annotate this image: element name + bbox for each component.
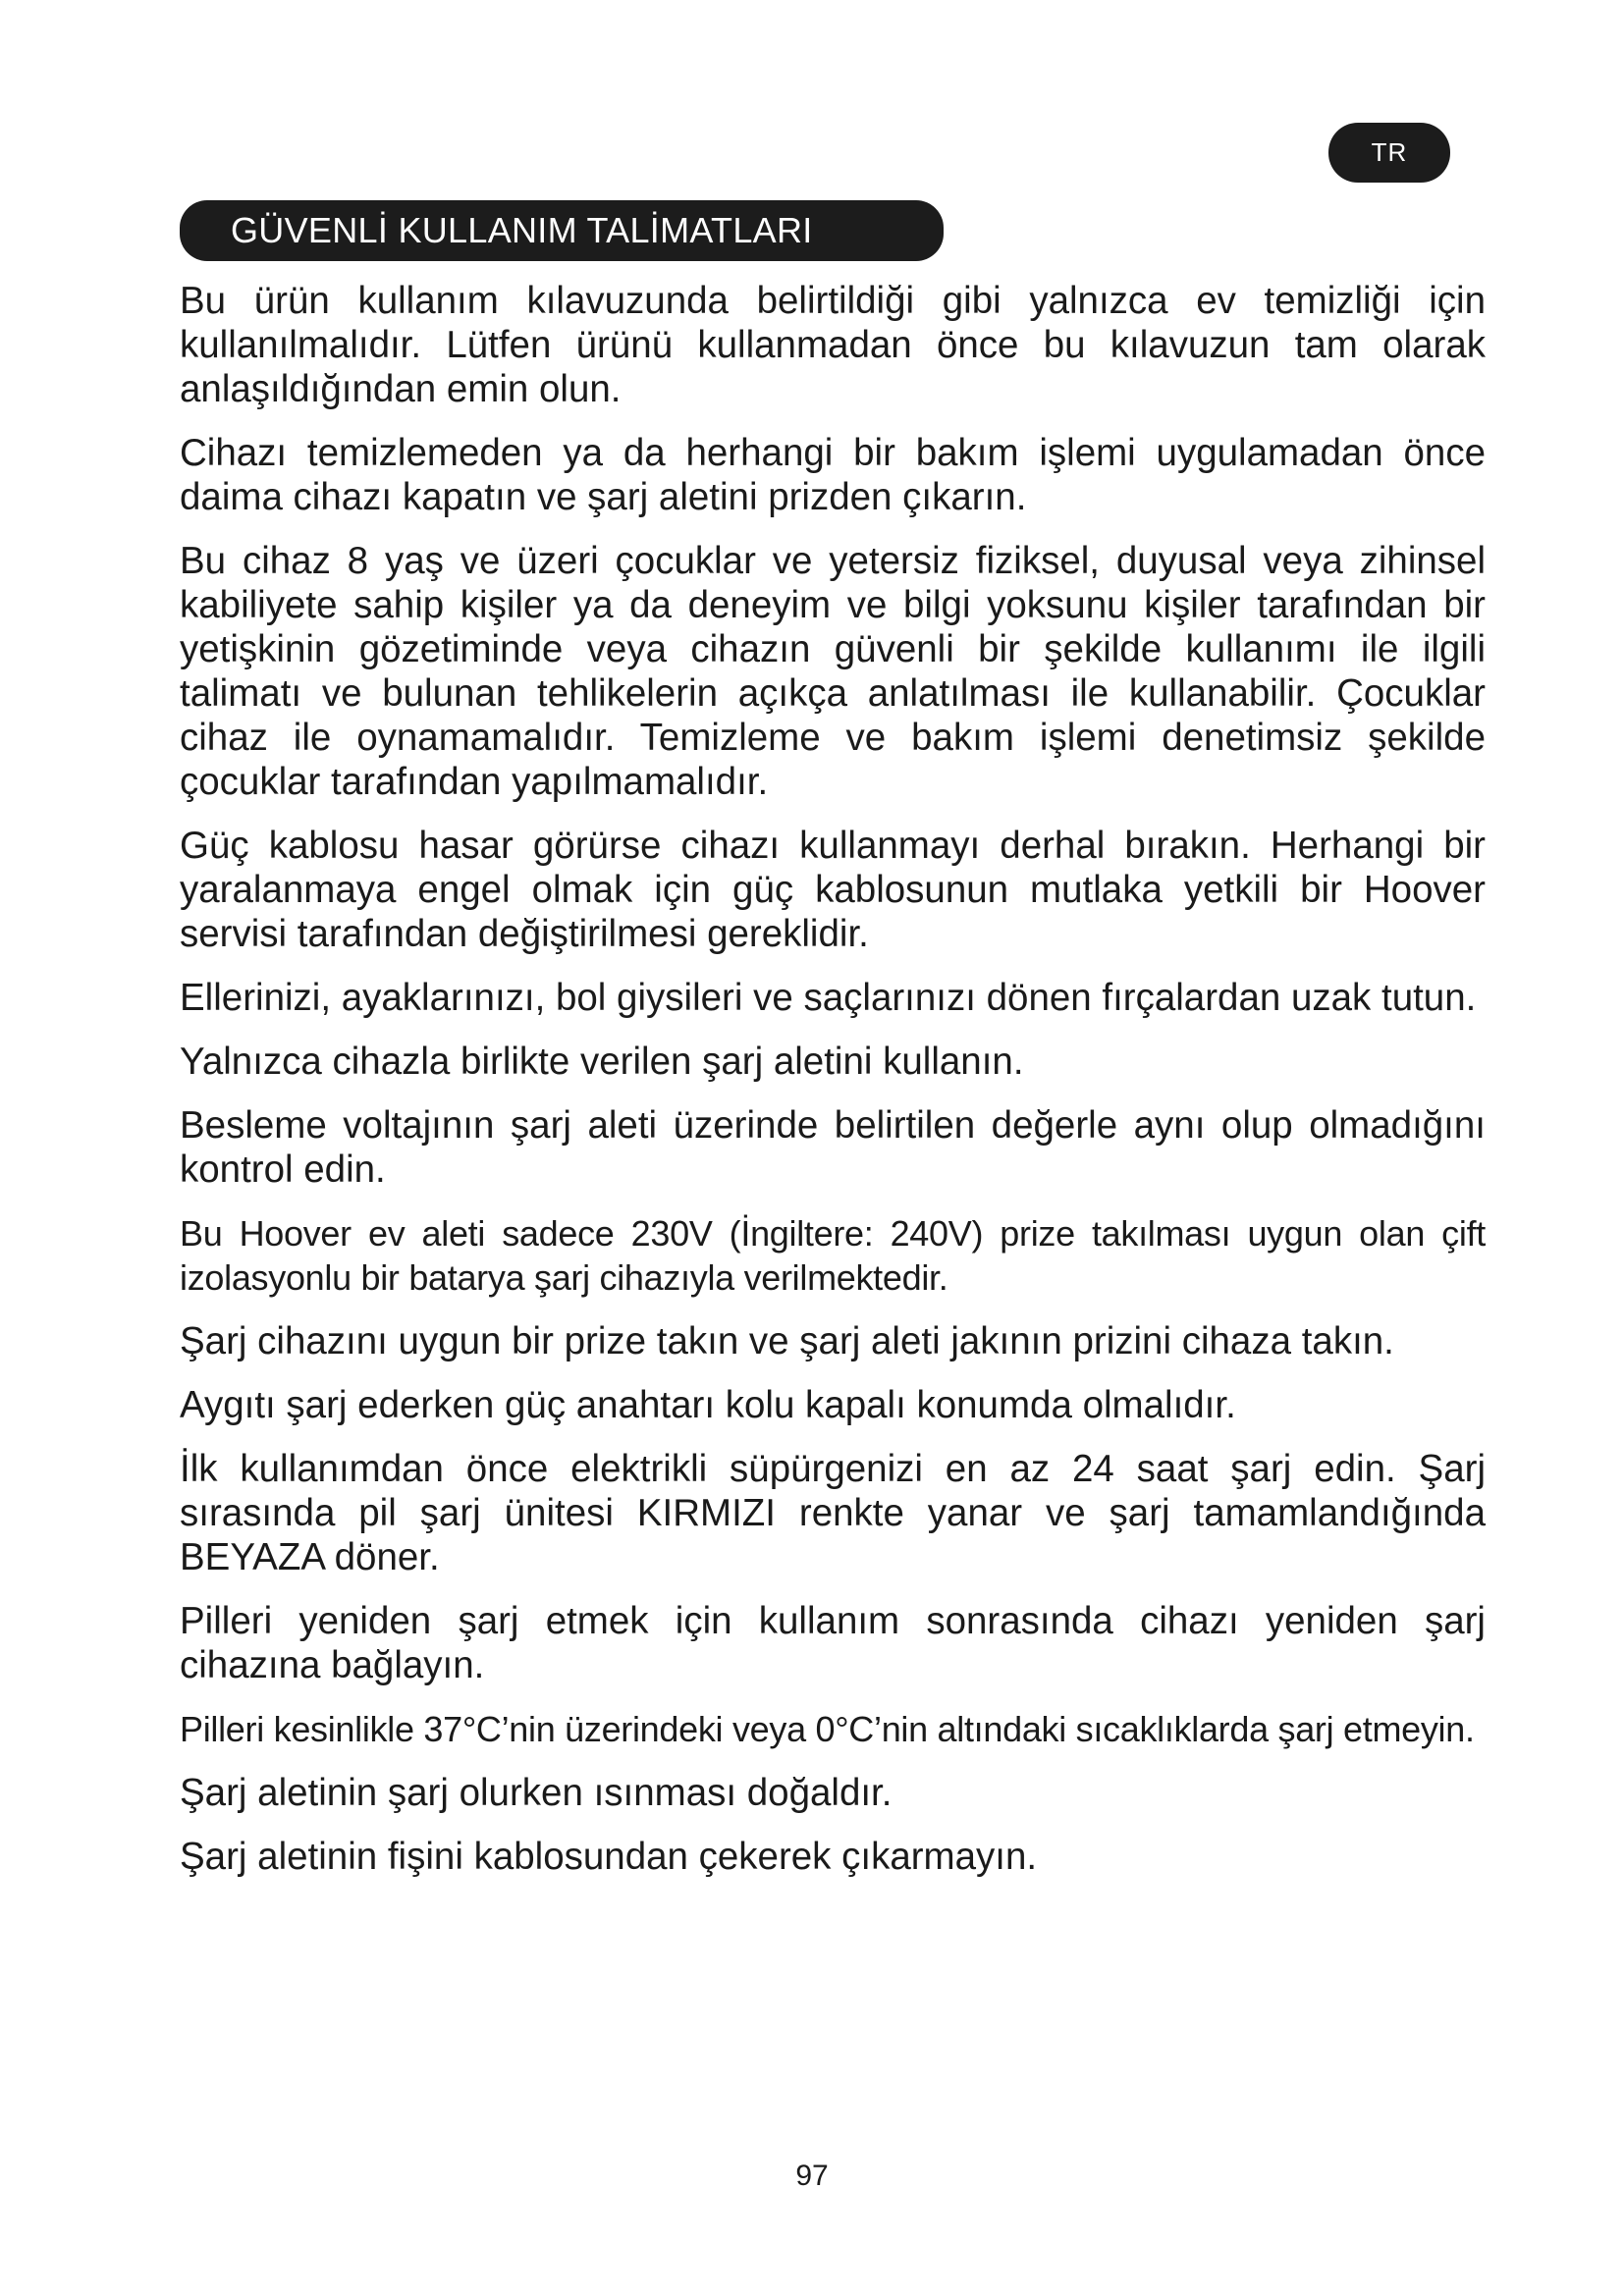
paragraph-children-supervision: Bu cihaz 8 yaş ve üzeri çocuklar ve yetersiz fiziksel, duyusal veya zihinsel kabiliyete sahip kişiler ya da deneyim ve bilgi yoksunu kişiler tarafından bir yetişkinin gözetiminde veya cihazın güvenli bir şekilde kullanımı ile ilgili talimatı ve bulunan tehlikelerin açıkça anlatılması ile kullanabilir. Çocuklar cihaz ile oynamamalıdır. Temizleme ve bakım işlemi denetimsiz şekilde çocuklar tarafından yapılmamalıdır.: [180, 540, 1486, 803]
paragraph-first-charge-24h: İlk kullanımdan önce elektrikli süpürgenizi en az 24 saat şarj edin. Şarj sırasında pil şarj ünitesi KIRMIZI renkte yanar ve şarj tamamlandığında BEYAZA döner.: [180, 1448, 1486, 1578]
paragraph-charging-temperature: Pilleri kesinlikle 37°C’nin üzerindeki veya 0°C’nin altındaki sıcaklıklarda şarj etmeyin.: [180, 1709, 1475, 1749]
paragraph-intended-use: Bu ürün kullanım kılavuzunda belirtildiği gibi yalnızca ev temizliği için kullanılmalıdır. Lütfen ürünü kullanmadan önce bu kılavuzun tam olarak anlaşıldığından emin olun.: [180, 280, 1486, 410]
paragraph-charger-warm: Şarj aletinin şarj olurken ısınması doğaldır.: [180, 1772, 893, 1814]
paragraph-unplug-before-cleaning: Cihazı temizlemeden ya da herhangi bir bakım işlemi uygulamadan önce daima cihazı kapatın ve şarj aletini prizden çıkarın.: [180, 432, 1486, 518]
paragraph-switch-off-while-charging: Aygıtı şarj ederken güç anahtarı kolu kapalı konumda olmalıdır.: [180, 1384, 1236, 1426]
language-badge: TR: [1328, 123, 1450, 183]
paragraph-supplied-charger: Yalnızca cihazla birlikte verilen şarj aletini kullanın.: [180, 1041, 1024, 1083]
paragraph-keep-away-brushes: Ellerinizi, ayaklarınızı, bol giysileri ve saçlarınızı dönen fırçalardan uzak tutun.: [180, 977, 1477, 1019]
paragraph-plug-charger: Şarj cihazını uygun bir prize takın ve şarj aleti jakının prizini cihaza takın.: [180, 1320, 1394, 1362]
safety-instructions-body: [180, 279, 1486, 1898]
page-number: 97: [795, 2160, 829, 2192]
paragraph-damaged-cable: Güç kablosu hasar görürse cihazı kullanmayı derhal bırakın. Herhangi bir yaralanmaya engel olmak için güç kablosunun mutlaka yetkili bir Hoover servisi tarafından değiştirilmesi gereklidir.: [180, 825, 1486, 955]
paragraph-recharge-after-use: Pilleri yeniden şarj etmek için kullanım sonrasında cihazı yeniden şarj cihazına bağlayın.: [180, 1600, 1486, 1686]
section-title: GÜVENLİ KULLANIM TALİMATLARI: [180, 200, 944, 261]
paragraph-do-not-pull-cable: Şarj aletinin fişini kablosundan çekerek çıkarmayın.: [180, 1836, 1038, 1878]
paragraph-double-insulated-charger: Bu Hoover ev aleti sadece 230V (İngiltere: 240V) prize takılması uygun olan çift izolasyonlu bir batarya şarj cihazıyla verilmektedir.: [180, 1213, 1486, 1298]
paragraph-check-voltage: Besleme voltajının şarj aleti üzerinde belirtilen değerle aynı olup olmadığını kontrol edin.: [180, 1104, 1486, 1191]
